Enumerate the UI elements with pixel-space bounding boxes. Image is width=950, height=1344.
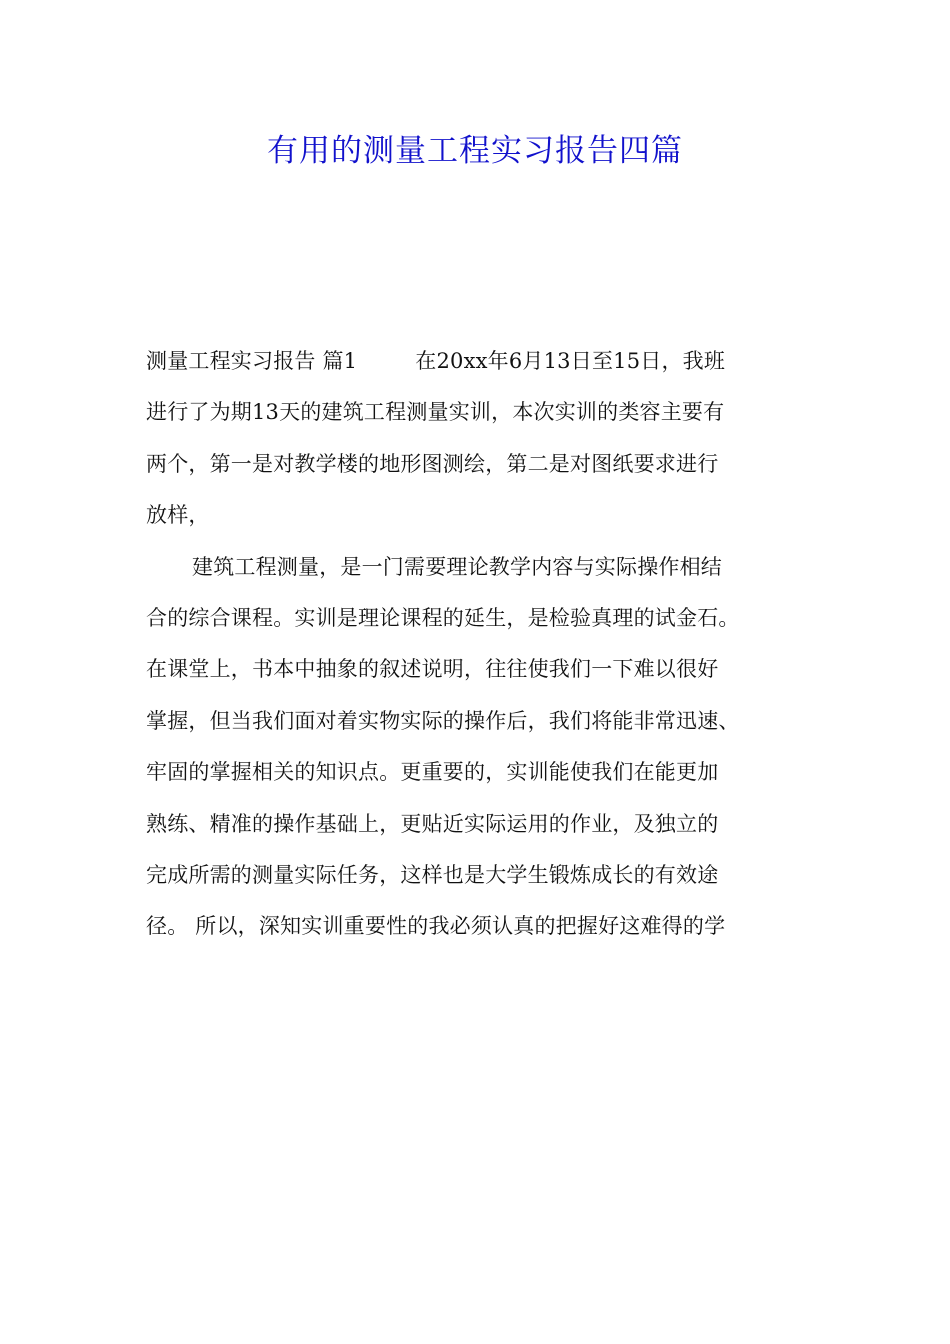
paragraph-line: 掌握，但当我们面对着实物实际的操作后，我们将能非常迅速、: [146, 708, 740, 733]
paragraph-line: 两个，第一是对教学楼的地形图测绘，第二是对图纸要求进行: [146, 451, 719, 476]
paragraph-line: 合的综合课程。实训是理论课程的延生，是检验真理的试金石。: [146, 605, 740, 630]
document-body: [146, 336, 816, 953]
paragraph-line: 牢固的掌握相关的知识点。更重要的，实训能使我们在能更加: [146, 760, 719, 785]
section-heading: 测量工程实习报告 篇1: [146, 349, 358, 373]
paragraph-line: [146, 336, 816, 387]
document-title: 有用的测量工程实习报告四篇: [267, 133, 683, 169]
paragraph-line: 完成所需的测量实际任务，这样也是大学生锻炼成长的有效途: [146, 862, 719, 887]
paragraph-line-text: 在20xx年6月13日至15日，我班: [415, 349, 726, 373]
paragraph-line: 径。 所以，深知实训重要性的我必须认真的把握好这难得的学: [146, 914, 726, 939]
paragraph-line: 熟练、精准的操作基础上，更贴近实际运用的作业，及独立的: [146, 811, 719, 836]
paragraph-line: 进行了为期13天的建筑工程测量实训，本次实训的类容主要有: [146, 400, 725, 425]
paragraph-line: 放样，: [146, 503, 210, 528]
paragraph-line: 建筑工程测量，是一门需要理论教学内容与实际操作相结: [192, 554, 722, 579]
paragraph-line: 在课堂上，书本中抽象的叙述说明，往往使我们一下难以很好: [146, 657, 719, 682]
